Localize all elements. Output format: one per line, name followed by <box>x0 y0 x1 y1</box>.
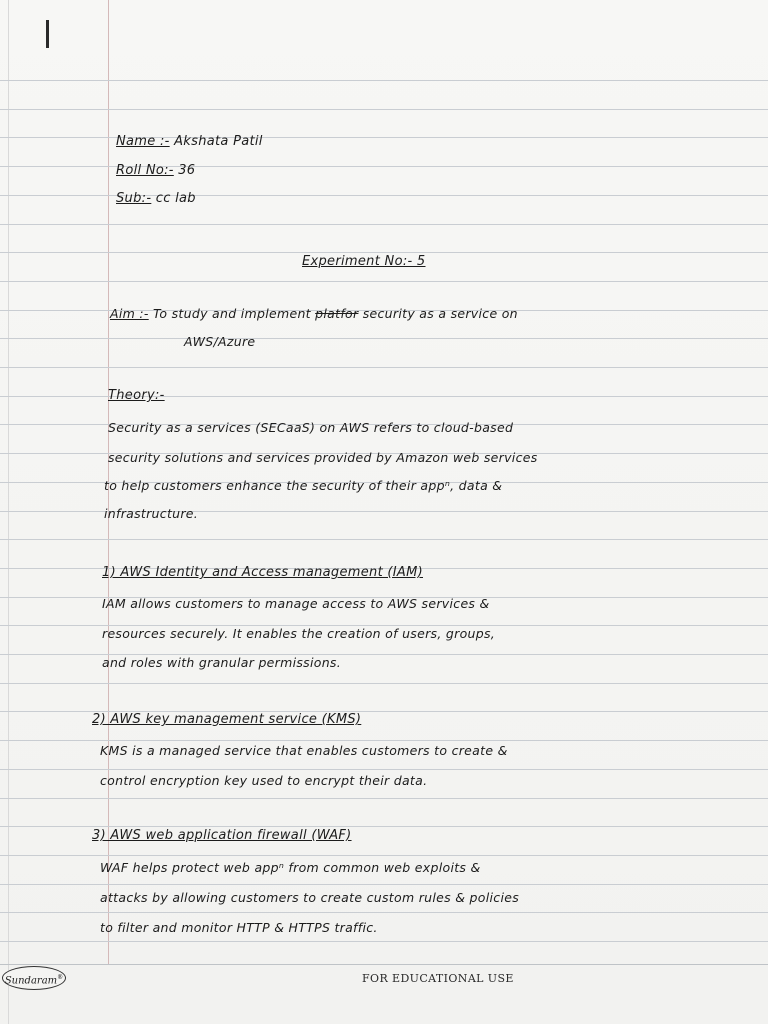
name-value: Akshata Patil <box>174 134 263 149</box>
ruled-line <box>0 281 768 282</box>
theory-line: Security as a services (SECaaS) on AWS refers to cloud-based <box>108 420 514 435</box>
ruled-line <box>0 912 768 913</box>
pen-mark <box>46 20 49 48</box>
ruled-line <box>0 80 768 81</box>
ruled-line <box>0 109 768 110</box>
sub-value: cc lab <box>155 191 196 206</box>
theory-heading: Theory:- <box>108 388 165 403</box>
aim-text-end: security as a service on <box>362 306 518 321</box>
footer-rule <box>0 964 768 965</box>
section-heading-iam: 1) AWS Identity and Access management (IAM) <box>102 565 423 580</box>
ruled-line <box>0 884 768 885</box>
ruled-line <box>0 826 768 827</box>
ruled-line <box>0 769 768 770</box>
section-line: IAM allows customers to manage access to AWS services & <box>102 596 490 611</box>
ruled-line <box>0 338 768 339</box>
aim-struck-word: platfor <box>315 306 359 321</box>
roll-label: Roll No:- <box>116 163 174 178</box>
theory-line: infrastructure. <box>104 506 199 521</box>
ruled-line <box>0 798 768 799</box>
section-line: and roles with granular permissions. <box>102 655 342 670</box>
footer-text: FOR EDUCATIONAL USE <box>362 972 514 985</box>
theory-line: security solutions and services provided by Amazon web services <box>108 450 538 465</box>
name-label: Name :- <box>116 134 170 149</box>
sub-label: Sub:- <box>116 191 152 206</box>
page-left-edge <box>8 0 9 1024</box>
aim-text-start: To study and implement <box>152 306 311 321</box>
roll-row <box>116 163 195 178</box>
ruled-line <box>0 539 768 540</box>
section-line: to filter and monitor HTTP & HTTPS traffic. <box>100 920 378 935</box>
ruled-line <box>0 740 768 741</box>
ruled-line <box>0 252 768 253</box>
brand-name: Sundaram <box>4 975 58 987</box>
section-heading-waf: 3) AWS web application firewall (WAF) <box>92 828 352 843</box>
section-line: WAF helps protect web appⁿ from common web exploits & <box>100 860 481 875</box>
aim-line-2: AWS/Azure <box>184 334 256 349</box>
ruled-line <box>0 224 768 225</box>
theory-line: to help customers enhance the security of their appⁿ, data & <box>104 478 503 493</box>
roll-value: 36 <box>178 163 196 178</box>
experiment-title: Experiment No:- 5 <box>302 254 426 269</box>
brand-logo: Sundaram® <box>2 966 66 990</box>
sub-row <box>116 191 196 206</box>
aim-label: Aim :- <box>110 306 149 321</box>
section-line: KMS is a managed service that enables customers to create & <box>100 743 508 758</box>
ruled-line <box>0 941 768 942</box>
section-line: control encryption key used to encrypt their data. <box>100 773 428 788</box>
ruled-line <box>0 683 768 684</box>
section-line: attacks by allowing customers to create custom rules & policies <box>100 890 520 905</box>
name-row <box>116 134 263 149</box>
section-heading-kms: 2) AWS key management service (KMS) <box>92 712 362 727</box>
section-line: resources securely. It enables the creation of users, groups, <box>102 626 496 641</box>
aim-line-1 <box>110 306 518 321</box>
ruled-line <box>0 855 768 856</box>
ruled-line <box>0 367 768 368</box>
